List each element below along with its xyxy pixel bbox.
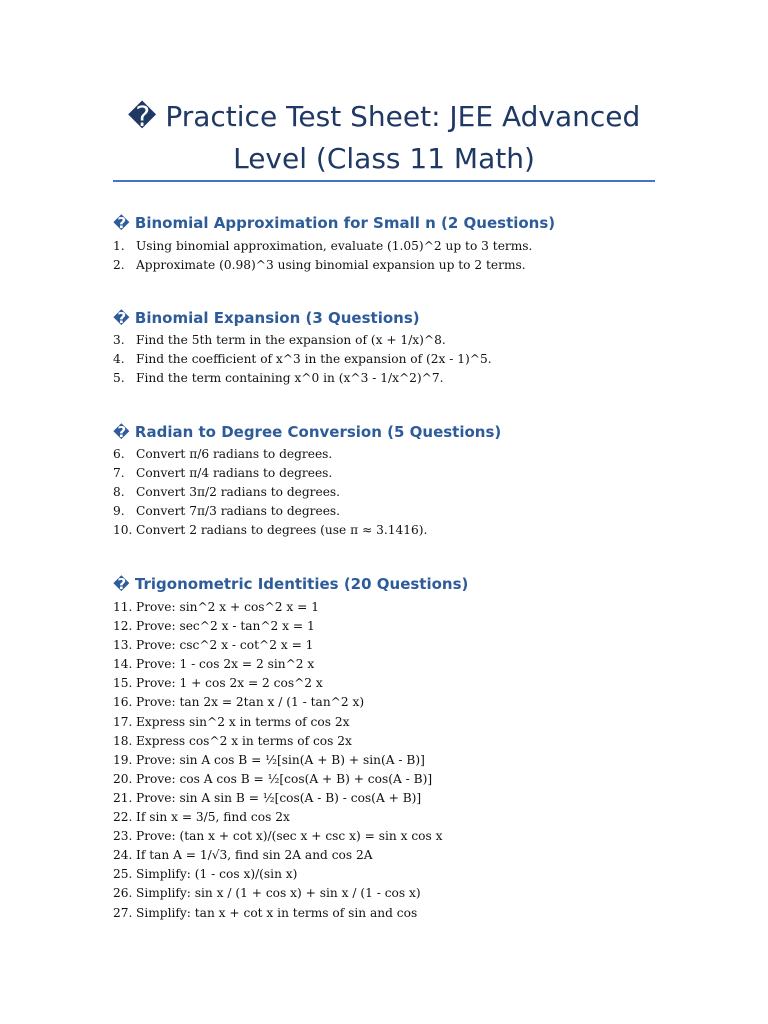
- question-text: Approximate (0.98)^3 using binomial expansion up to 2 terms.: [136, 258, 526, 273]
- question-number: 4.: [113, 352, 125, 367]
- question-item: [113, 237, 532, 256]
- question-item: [113, 464, 427, 483]
- question-number: 26.: [113, 886, 133, 901]
- question-item: [113, 598, 443, 617]
- section-heading-binomial-approximation: � Binomial Approximation for Small n (2 Questions): [113, 214, 556, 232]
- question-item: [113, 827, 443, 846]
- question-text: Prove: sin A cos B = ½[sin(A + B) + sin(A - B)]: [136, 752, 425, 767]
- question-item: [113, 636, 443, 655]
- question-item: [113, 770, 443, 789]
- question-item: [113, 904, 443, 923]
- question-text: Find the term containing x^0 in (x^3 - 1/x^2)^7.: [136, 371, 444, 386]
- question-item: [113, 521, 427, 540]
- question-item: [113, 789, 443, 808]
- question-text: If sin x = 3/5, find cos 2x: [136, 810, 290, 825]
- question-list-binomial-expansion: [113, 331, 492, 388]
- question-number: 24.: [113, 848, 133, 863]
- question-number: 8.: [113, 485, 125, 500]
- question-item: [113, 502, 427, 521]
- question-number: 5.: [113, 371, 125, 386]
- question-text: Find the coefficient of x^3 in the expansion of (2x - 1)^5.: [136, 352, 492, 367]
- question-number: 9.: [113, 504, 125, 519]
- question-list-binomial-approximation: [113, 237, 532, 275]
- question-item: [113, 846, 443, 865]
- question-text: Prove: sec^2 x - tan^2 x = 1: [136, 619, 315, 634]
- question-item: [113, 655, 443, 674]
- question-text: Express cos^2 x in terms of cos 2x: [136, 733, 352, 748]
- question-item: [113, 256, 532, 275]
- question-number: 18.: [113, 733, 133, 748]
- question-number: 10.: [113, 523, 133, 538]
- question-number: 12.: [113, 619, 133, 634]
- question-number: 27.: [113, 905, 133, 920]
- question-text: Prove: 1 + cos 2x = 2 cos^2 x: [136, 676, 323, 691]
- page-title: � Practice Test Sheet: JEE Advanced Level (Class 11 Math): [127, 100, 641, 175]
- question-text: Prove: csc^2 x - cot^2 x = 1: [136, 638, 314, 653]
- question-number: 22.: [113, 810, 133, 825]
- question-text: Prove: sin^2 x + cos^2 x = 1: [136, 600, 319, 614]
- question-item: [113, 884, 443, 903]
- question-number: 20.: [113, 771, 133, 786]
- question-text: Convert 3π/2 radians to degrees.: [136, 485, 341, 500]
- question-text: Convert π/4 radians to degrees.: [136, 466, 333, 481]
- question-number: 21.: [113, 790, 133, 805]
- question-number: 16.: [113, 695, 133, 710]
- question-text: Convert 2 radians to degrees (use π ≈ 3.1416).: [136, 523, 428, 538]
- question-item: [113, 369, 492, 388]
- question-text: Express sin^2 x in terms of cos 2x: [136, 714, 350, 729]
- section-heading-trig-identities: � Trigonometric Identities (20 Questions): [113, 575, 469, 593]
- question-number: 15.: [113, 676, 133, 691]
- question-number: 3.: [113, 333, 125, 347]
- question-item: [113, 693, 443, 712]
- question-number: 23.: [113, 829, 133, 844]
- question-number: 14.: [113, 657, 133, 672]
- question-text: Prove: cos A cos B = ½[cos(A + B) + cos(A - B)]: [136, 771, 433, 786]
- question-list-trig-identities: [113, 598, 443, 923]
- question-item: [113, 865, 443, 884]
- question-item: [113, 808, 443, 827]
- question-number: 19.: [113, 752, 133, 767]
- question-text: Simplify: sin x / (1 + cos x) + sin x / (1 - cos x): [136, 886, 421, 901]
- question-number: 13.: [113, 638, 133, 653]
- question-item: [113, 483, 427, 502]
- section-heading-radian-degree: � Radian to Degree Conversion (5 Questions): [113, 423, 502, 441]
- question-item: [113, 617, 443, 636]
- question-text: Using binomial approximation, evaluate (1.05)^2 up to 3 terms.: [136, 239, 533, 253]
- question-number: 1.: [113, 239, 125, 253]
- question-text: Find the 5th term in the expansion of (x + 1/x)^8.: [136, 333, 446, 347]
- question-number: 2.: [113, 258, 125, 273]
- question-text: Simplify: tan x + cot x in terms of sin and cos: [136, 905, 418, 920]
- question-text: Convert 7π/3 radians to degrees.: [136, 504, 341, 519]
- question-text: Prove: tan 2x = 2tan x / (1 - tan^2 x): [136, 695, 365, 710]
- question-number: 17.: [113, 714, 133, 729]
- question-item: [113, 445, 427, 464]
- question-text: Prove: (tan x + cot x)/(sec x + csc x) = sin x cos x: [136, 829, 443, 844]
- question-text: Prove: sin A sin B = ½[cos(A - B) - cos(A + B)]: [136, 790, 422, 805]
- question-text: If tan A = 1/√3, find sin 2A and cos 2A: [136, 848, 373, 863]
- question-number: 7.: [113, 466, 125, 481]
- question-text: Convert π/6 radians to degrees.: [136, 447, 333, 461]
- question-number: 11.: [113, 600, 133, 614]
- question-text: Simplify: (1 - cos x)/(sin x): [136, 867, 298, 882]
- question-item: [113, 751, 443, 770]
- question-item: [113, 713, 443, 732]
- title-divider: [113, 180, 655, 182]
- question-item: [113, 331, 492, 350]
- question-list-radian-degree: [113, 445, 427, 540]
- question-number: 25.: [113, 867, 133, 882]
- question-text: Prove: 1 - cos 2x = 2 sin^2 x: [136, 657, 315, 672]
- question-number: 6.: [113, 447, 125, 461]
- question-item: [113, 732, 443, 751]
- question-item: [113, 350, 492, 369]
- question-item: [113, 674, 443, 693]
- section-heading-binomial-expansion: � Binomial Expansion (3 Questions): [113, 309, 420, 327]
